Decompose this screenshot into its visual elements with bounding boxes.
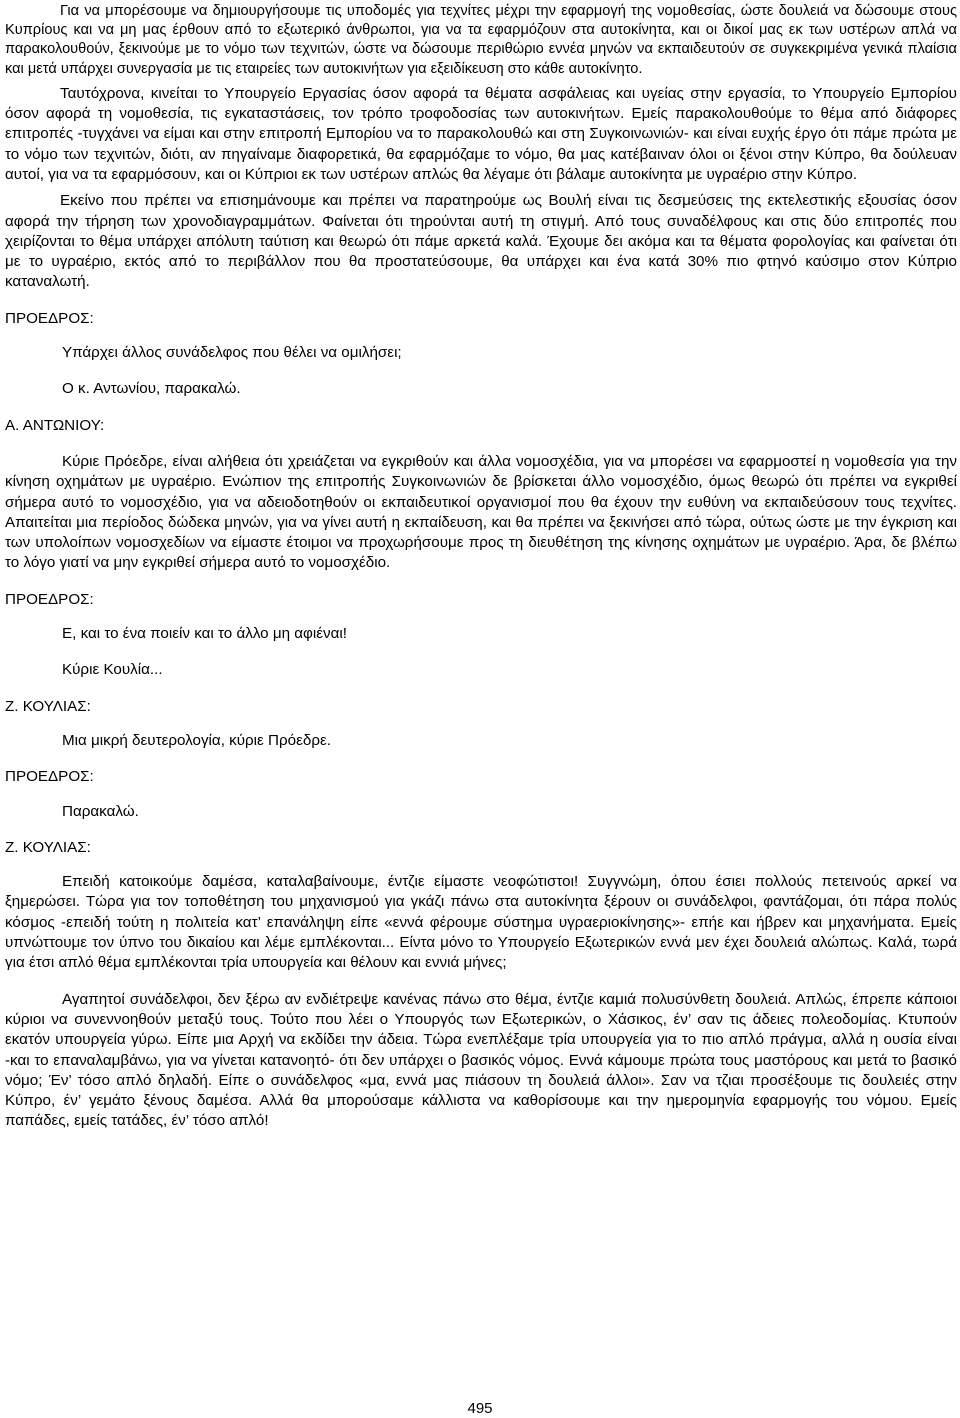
speech-line: Μια μικρή δευτερολογία, κύριε Πρόεδρε. [62, 731, 331, 749]
page-number: 495 [467, 1400, 493, 1417]
speaker-label-koulias: Ζ. ΚΟΥΛΙΑΣ: [5, 697, 91, 715]
speech-line: Ε, και το ένα ποιείν και το άλλο μη αφιέναι! [62, 625, 348, 643]
speaker-label-koulias: Ζ. ΚΟΥΛΙΑΣ: [5, 838, 91, 856]
speech-line: Παρακαλώ. [62, 802, 139, 820]
speaker-label-president: ΠΡΟΕΔΡΟΣ: [5, 309, 94, 327]
speaker-label-president: ΠΡΟΕΔΡΟΣ: [5, 590, 94, 608]
document-page [5, 2, 957, 1132]
speech-paragraph: Επειδή κατοικούμε δαμέσα, καταλαβαίνουμε, έντζιε είμαστε νεοφώτιστοι! Συγγνώμη, όπου έσιει πολλούς πετεινούς αρκεί να ξημερώσει. Τώρα για τον τοποθέτηση του μηχανισμού για γκάζι πάνω στα αυτοκίνητα ξέρουν οι συνάδελφοι, φαντάζομαι, ότι πάρα πολύς κόσμος -επειδή τούτη η πολιτεία κατ’ επανάληψη είπε «εννά φέρουμε σύστημα υγραεριοκίνησης»- επήε και ήβρεν και μηχανήματα. Εμείς υπνώττουμε τον ύπνο του δικαίου και λέμε εμπλέκονται... Είντα μόνο το Υπουργείο Εξωτερικών εννά μεν έχει δουλειά αλώπως. Καλά, τωρά για έτσι απλό θέμα εμπλέκονται τρία υπουργεία και θέλουν και εννιά μήνες; [5, 873, 957, 972]
speaker-label-president: ΠΡΟΕΔΡΟΣ: [5, 768, 94, 786]
speech-line: Υπάρχει άλλος συνάδελφος που θέλει να ομιλήσει; [62, 344, 402, 362]
paragraph-ministries: Ταυτόχρονα, κινείται το Υπουργείο Εργασίας όσον αφορά τα θέματα ασφάλειας και υγείας στην εργασία, το Υπουργείο Εμπορίου όσον αφορά τη νομοθεσία, τις εγκαταστάσεις, τον τρόπο τροφοδοσίας των αυτοκινήτων. Εμείς παρακολουθούμε το θέμα από διάφορες επιτροπές -τυγχάνει να είμαι και στην επιτροπή Εμπορίου να το παρακολουθώ και στη Συγκοινωνιών- και είναι ευχής έργο ότι πάμε πρώτα με το νόμο των τεχνιτών, διότι, αν πηγαίναμε διαφορετικά, θα εφαρμόζαμε το νόμο, θα μας κατέβαιναν όλοι οι ξένοι στην Κύπρο, θα δούλευαν αυτοί, για να τα εφαρμόσουν, και οι Κύπριοι εκ των υστέρων απλώς θα λέγαμε ότι βάλαμε αυτοκίνητα με υγραέριο στην Κύπρο. [5, 84, 957, 183]
paragraph-vocational-training: Για να μπορέσουμε να δημιουργήσουμε τις υποδομές για τεχνίτες μέχρι την εφαρμογή της νομοθεσίας, ώστε δουλειά να δώσουμε στους Κυπρίους και να μη μας έρθουν από το εξωτερικό άνθρωποι, για να τα εφαρμόζουν στα αυτοκίνητα, και οι δικοί μας εκ των υστέρων απλά να παρακολουθούν, ξεκινούμε με το νόμο των τεχνιτών, ώστε να δώσουμε περιθώριο εννέα μηνών να εκπαιδευτούν σε συγκεκριμένα γενικά πλαίσια και μετά υπάρχει συνεργασία με τις εταιρείες των αυτοκινήτων για εξειδίκευση στο κάθε αυτοκίνητο. [5, 3, 957, 77]
speech-line: Κύριε Κουλία... [62, 661, 163, 679]
speech-paragraph: Αγαπητοί συνάδελφοι, δεν ξέρω αν ενδιέτρεψε κανένας πάνω στο θέμα, έντζιε καμιά πολυσύνθετη δουλειά. Απλώς, έπρεπε κάποιοι κύριοι να συνεννοηθούν μεταξύ τους. Τούτο που λέει ο Υπουργός των Εξωτερικών, ο Χάσικος, έν’ σαν τις άδειες πολεοδομίας. Κτυπούν εκατόν υπουργεία γύρω. Είπε μια Αρχή να εκδίδει την άδεια. Τώρα ενεπλέξαμε τρία υπουργεία για το πιο απλό πράγμα, αλλά η ουσία είναι -και το επαναλαμβάνω, για να γίνεται κατανοητό- ότι δεν υπάρχει ο βασικός νόμος. Εννά κάμουμε πρώτα τους μαστόρους και μετά το βασικό νόμο; Έν’ τόσο απλό δηλαδή. Είπε ο συνάδελφος «μα, εννά μας πιάσουν τη δουλειά άλλοι». Σαν να τζιαι προσέξουμε τις δουλειές στην Κύπρο, έν’ γεμάτο ξένους δαμέσα. Αλλά θα μπορούσαμε κάλλιστα να καθορίσουμε και την ημερομηνία εφαρμογής του νόμου. Εμείς παπάδες, εμείς τατάδες, έν’ τόσο απλό! [5, 990, 957, 1130]
speech-paragraph: Κύριε Πρόεδρε, είναι αλήθεια ότι χρειάζεται να εγκριθούν και άλλα νομοσχέδια, για να μπορέσει να εφαρμοστεί η νομοθεσία για την κίνηση οχημάτων με υγραέριο. Ενώπιον της επιτροπής Συγκοινωνιών δε βρίσκεται άλλο νομοσχέδιο, όμως θεωρώ ότι πρέπει να εγκριθεί σήμερα αυτό το νομοσχέδιο, για να αδειοδοτηθούν οι εκπαιδευτικοί οργανισμοί που θα έχουν την ευθύνη να εκπαιδεύσουν τους τεχνίτες. Απαιτείται μια περίοδος δώδεκα μηνών, για να γίνει αυτή η εκπαίδευση, και θα πρέπει να ξεκινήσει από τώρα, ούτως ώστε με την έγκριση και των υπολοίπων νομοσχεδίων να είμαστε έτοιμοι να προχωρήσουμε προς τη διευθέτηση της κίνησης οχημάτων με υγραέριο. Άρα, δε βλέπω το λόγο γιατί να μην εγκριθεί σήμερα αυτό το νομοσχέδιο. [5, 452, 957, 572]
paragraph-parliament-commitments: Εκείνο που πρέπει να επισημάνουμε και πρέπει να παρατηρούμε ως Βουλή είναι τις δεσμεύσεις της εκτελεστικής εξουσίας όσον αφορά την τήρηση των χρονοδιαγραμμάτων. Φαίνεται ότι τηρούνται αυτή τη στιγμή. Από τους συναδέλφους και στις δύο επιτροπές που χειρίζονται το θέμα υπάρχει απόλυτη ταύτιση και θεωρώ ότι πάμε αρκετά καλά. Έχουμε δει ακόμα και τα θέματα φορολογίας και φαίνεται ότι με το υγραέριο, εκτός από το περιβάλλον που θα προστατεύσουμε, θα υπάρχει και ένα κατά 30% πιο φτηνό καύσιμο στον Κύπριο καταναλωτή. [5, 192, 957, 291]
speech-line: Ο κ. Αντωνίου, παρακαλώ. [62, 380, 241, 398]
speaker-label-antoniou: Α. ΑΝΤΩΝΙΟΥ: [5, 416, 105, 434]
